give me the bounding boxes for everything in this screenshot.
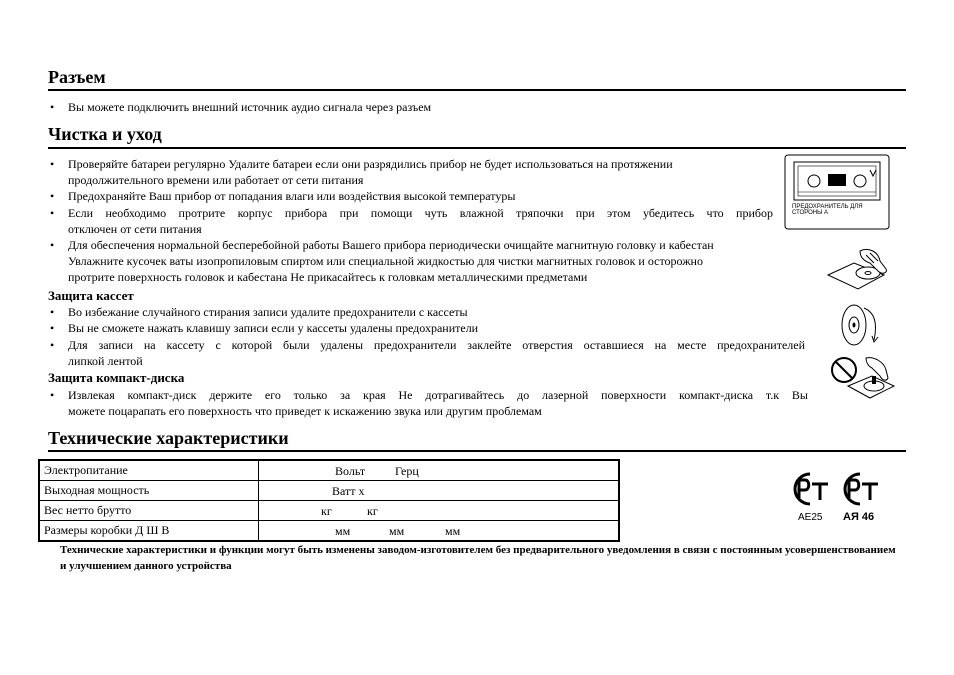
bullet-icon: •	[50, 305, 55, 319]
bullet-icon: •	[50, 338, 55, 352]
subsection-title-cassette: Защита кассет	[48, 288, 134, 303]
section-divider	[48, 89, 906, 91]
cassette-caption: ПРЕДОХРАНИТЕЛЬ ДЛЯ СТОРОНЫ А	[792, 204, 863, 216]
section-divider	[48, 450, 906, 452]
section-divider	[48, 147, 906, 149]
list-item-text: отключен от сети питания	[68, 222, 202, 236]
list-item-text: Проверяйте батареи регулярно Удалите батареи если они разрядились прибор не будет использоваться на протяжении	[68, 157, 673, 171]
table-row	[39, 501, 619, 521]
list-item-text: Увлажните кусочек ваты изопропиловым спиртом или специальной жидкостью для чистки магнитных головок и осторожно	[68, 254, 703, 268]
list-item-text: Во избежание случайного стирания записи удалите предохранители с кассеты	[68, 305, 468, 319]
list-item-text: Извлекая компакт-диск держите его только за края Не дотрагивайтесь до лазерной поверхности компакт-диска т.к Вы	[68, 388, 808, 402]
certification-mark-icon	[840, 470, 886, 508]
table-row	[39, 521, 619, 542]
cd-no-touch-illustration	[828, 354, 898, 400]
list-item	[50, 320, 820, 336]
list-item-text: можете поцарапать его поверхность что приведет к искажению звука или другим проблемам	[68, 404, 542, 418]
list-item-text: Для записи на кассету с которой были удалены предохранители заклейте отверстия оставшиеся на месте предохранителей	[68, 338, 805, 352]
list-item-text: Для обеспечения нормальной бесперебойной работы Вашего прибора периодически очищайте магнитную головку и кабестан	[68, 238, 714, 252]
list-item	[50, 188, 780, 204]
specs-note: Технические характеристики и функции могут быть изменены заводом-изготовителем без предварительного уведомления в связи с постоянным усовершенствованием и улучшением данного устройства	[60, 544, 896, 572]
certification-code: АЯ 46	[843, 511, 875, 523]
subsection-title-cd: Защита компакт-диска	[48, 370, 185, 385]
bullet-icon: •	[50, 189, 55, 203]
table-row	[39, 481, 619, 501]
spec-value: мм мм мм	[259, 521, 620, 542]
list-item	[50, 237, 820, 285]
certification-mark-icon	[790, 470, 836, 508]
list-item	[50, 304, 820, 320]
section-title-connector: Разъем	[48, 67, 106, 87]
cassette-illustration	[784, 154, 890, 230]
certification-code: АЕ25	[798, 512, 823, 523]
specs-table	[38, 459, 620, 542]
list-item-text: липкой лентой	[68, 354, 143, 368]
list-item	[50, 387, 820, 419]
spec-label: Вес нетто брутто	[39, 501, 259, 521]
list-item	[50, 337, 820, 369]
list-item-text: Если необходимо протрите корпус прибора при помощи чуть влажной тряпочки при этом убедитесь что прибор	[68, 206, 773, 220]
spec-label: Электропитание	[39, 460, 259, 481]
section-title-care: Чистка и уход	[48, 124, 162, 144]
spec-value: кг кг	[259, 501, 620, 521]
bullet-icon: •	[50, 100, 55, 114]
list-item-text: протрите поверхность головок и кабестана Не прикасайтесь к головкам металлическими предметами	[68, 270, 588, 284]
cd-edge-hold-illustration	[834, 300, 890, 350]
bullet-icon: •	[50, 321, 55, 335]
list-item	[50, 99, 810, 115]
section-title-specs: Технические характеристики	[48, 428, 289, 448]
spec-label: Размеры коробки Д Ш В	[39, 521, 259, 542]
list-item-text: Вы можете подключить внешний источник аудио сигнала через разъем	[68, 100, 432, 114]
spec-label: Выходная мощность	[39, 481, 259, 501]
bullet-icon: •	[50, 157, 55, 171]
bullet-icon: •	[50, 206, 55, 220]
list-item	[50, 156, 780, 188]
bullet-icon: •	[50, 238, 55, 252]
spec-value: Вольт Герц	[259, 460, 620, 481]
table-row	[39, 460, 619, 481]
list-item-text: Предохраняйте Ваш прибор от попадания влаги или воздействия высокой температуры	[68, 189, 516, 203]
spec-value: Ватт х	[259, 481, 620, 501]
list-item-text: продолжительного времени или работает от сети питания	[68, 173, 364, 187]
list-item-text: Вы не сможете нажать клавишу записи если у кассеты удалены предохранители	[68, 321, 479, 335]
list-item	[50, 205, 780, 237]
cd-handling-illustration	[824, 245, 896, 295]
bullet-icon: •	[50, 388, 55, 402]
